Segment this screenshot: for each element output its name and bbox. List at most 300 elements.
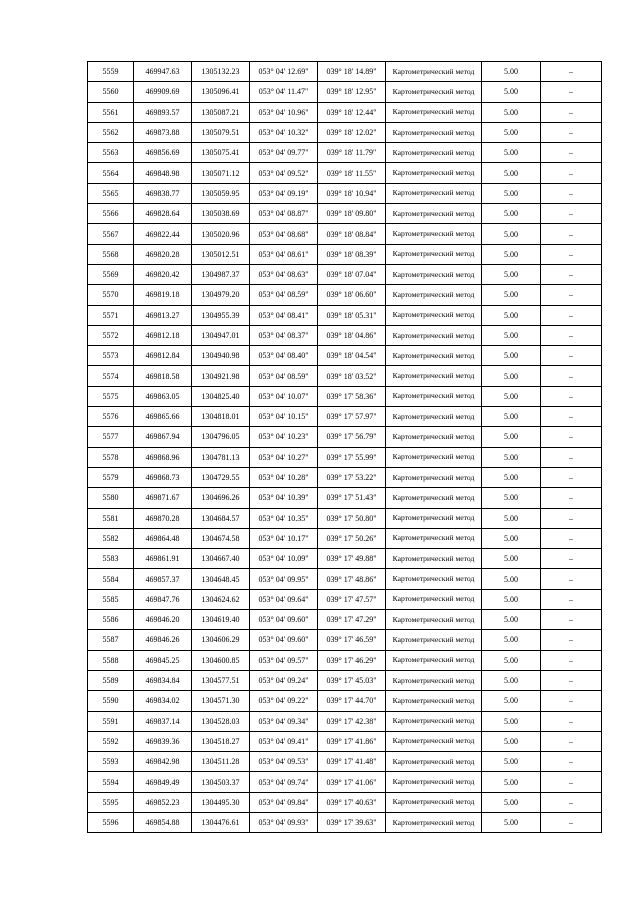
accuracy-cell: 5.00 — [482, 670, 541, 690]
table-row — [88, 650, 602, 670]
latitude-cell: 053° 04' 10.17" — [250, 528, 318, 548]
longitude-cell: 039° 17' 46.59" — [318, 630, 386, 650]
point-number-cell: 5567 — [88, 224, 134, 244]
latitude-cell: 053° 04' 08.37" — [250, 325, 318, 345]
note-cell: – — [541, 731, 602, 751]
x-coordinate-cell: 469846.26 — [134, 630, 192, 650]
x-coordinate-cell: 469842.98 — [134, 752, 192, 772]
longitude-cell: 039° 18' 03.52" — [318, 366, 386, 386]
latitude-cell: 053° 04' 09.41" — [250, 731, 318, 751]
point-number-cell: 5565 — [88, 183, 134, 203]
x-coordinate-cell: 469812.18 — [134, 325, 192, 345]
table-row — [88, 670, 602, 690]
table-row — [88, 82, 602, 102]
point-number-cell: 5577 — [88, 427, 134, 447]
x-coordinate-cell: 469863.05 — [134, 386, 192, 406]
accuracy-cell: 5.00 — [482, 792, 541, 812]
accuracy-cell: 5.00 — [482, 224, 541, 244]
method-cell: Картометрический метод — [386, 447, 482, 467]
method-cell: Картометрический метод — [386, 467, 482, 487]
table-row — [88, 630, 602, 650]
x-coordinate-cell: 469820.42 — [134, 264, 192, 284]
note-cell: – — [541, 467, 602, 487]
method-cell: Картометрический метод — [386, 508, 482, 528]
y-coordinate-cell: 1304674.58 — [192, 528, 250, 548]
latitude-cell: 053° 04' 10.35" — [250, 508, 318, 528]
table-row — [88, 102, 602, 122]
method-cell: Картометрический метод — [386, 366, 482, 386]
accuracy-cell: 5.00 — [482, 386, 541, 406]
latitude-cell: 053° 04' 08.63" — [250, 264, 318, 284]
note-cell: – — [541, 711, 602, 731]
note-cell: – — [541, 427, 602, 447]
x-coordinate-cell: 469819.18 — [134, 285, 192, 305]
latitude-cell: 053° 04' 08.68" — [250, 224, 318, 244]
point-number-cell: 5572 — [88, 325, 134, 345]
x-coordinate-cell: 469857.37 — [134, 569, 192, 589]
x-coordinate-cell: 469868.96 — [134, 447, 192, 467]
method-cell: Картометрический метод — [386, 204, 482, 224]
table-row — [88, 731, 602, 751]
longitude-cell: 039° 17' 49.88" — [318, 549, 386, 569]
note-cell: – — [541, 366, 602, 386]
accuracy-cell: 5.00 — [482, 102, 541, 122]
longitude-cell: 039° 17' 39.63" — [318, 812, 386, 832]
point-number-cell: 5582 — [88, 528, 134, 548]
point-number-cell: 5569 — [88, 264, 134, 284]
note-cell: – — [541, 549, 602, 569]
latitude-cell: 053° 04' 09.24" — [250, 670, 318, 690]
note-cell: – — [541, 102, 602, 122]
method-cell: Картометрический метод — [386, 407, 482, 427]
x-coordinate-cell: 469854.88 — [134, 812, 192, 832]
method-cell: Картометрический метод — [386, 691, 482, 711]
y-coordinate-cell: 1305059.95 — [192, 183, 250, 203]
latitude-cell: 053° 04' 10.23" — [250, 427, 318, 447]
latitude-cell: 053° 04' 08.87" — [250, 204, 318, 224]
y-coordinate-cell: 1304696.26 — [192, 488, 250, 508]
longitude-cell: 039° 17' 51.43" — [318, 488, 386, 508]
method-cell: Картометрический метод — [386, 325, 482, 345]
y-coordinate-cell: 1305079.51 — [192, 122, 250, 142]
accuracy-cell: 5.00 — [482, 650, 541, 670]
method-cell: Картометрический метод — [386, 346, 482, 366]
x-coordinate-cell: 469837.14 — [134, 711, 192, 731]
x-coordinate-cell: 469909.69 — [134, 82, 192, 102]
table-row — [88, 244, 602, 264]
latitude-cell: 053° 04' 08.59" — [250, 366, 318, 386]
point-number-cell: 5568 — [88, 244, 134, 264]
method-cell: Картометрический метод — [386, 102, 482, 122]
accuracy-cell: 5.00 — [482, 264, 541, 284]
accuracy-cell: 5.00 — [482, 630, 541, 650]
table-row — [88, 691, 602, 711]
accuracy-cell: 5.00 — [482, 528, 541, 548]
x-coordinate-cell: 469856.69 — [134, 143, 192, 163]
note-cell: – — [541, 670, 602, 690]
longitude-cell: 039° 18' 12.95" — [318, 82, 386, 102]
longitude-cell: 039° 17' 50.80" — [318, 508, 386, 528]
method-cell: Картометрический метод — [386, 752, 482, 772]
latitude-cell: 053° 04' 08.59" — [250, 285, 318, 305]
method-cell: Картометрический метод — [386, 812, 482, 832]
longitude-cell: 039° 18' 11.55" — [318, 163, 386, 183]
y-coordinate-cell: 1304495.30 — [192, 792, 250, 812]
longitude-cell: 039° 18' 07.04" — [318, 264, 386, 284]
note-cell: – — [541, 488, 602, 508]
latitude-cell: 053° 04' 09.64" — [250, 589, 318, 609]
y-coordinate-cell: 1305096.41 — [192, 82, 250, 102]
accuracy-cell: 5.00 — [482, 569, 541, 589]
accuracy-cell: 5.00 — [482, 143, 541, 163]
note-cell: – — [541, 204, 602, 224]
note-cell: – — [541, 386, 602, 406]
point-number-cell: 5570 — [88, 285, 134, 305]
latitude-cell: 053° 04' 09.19" — [250, 183, 318, 203]
note-cell: – — [541, 285, 602, 305]
method-cell: Картометрический метод — [386, 549, 482, 569]
point-number-cell: 5581 — [88, 508, 134, 528]
latitude-cell: 053° 04' 09.93" — [250, 812, 318, 832]
table-row — [88, 528, 602, 548]
table-row — [88, 407, 602, 427]
y-coordinate-cell: 1304796.05 — [192, 427, 250, 447]
y-coordinate-cell: 1304667.40 — [192, 549, 250, 569]
longitude-cell: 039° 17' 45.03" — [318, 670, 386, 690]
table-row — [88, 508, 602, 528]
point-number-cell: 5561 — [88, 102, 134, 122]
method-cell: Картометрический метод — [386, 650, 482, 670]
longitude-cell: 039° 17' 42.38" — [318, 711, 386, 731]
accuracy-cell: 5.00 — [482, 731, 541, 751]
latitude-cell: 053° 04' 09.77" — [250, 143, 318, 163]
method-cell: Картометрический метод — [386, 731, 482, 751]
method-cell: Картометрический метод — [386, 285, 482, 305]
note-cell: – — [541, 812, 602, 832]
accuracy-cell: 5.00 — [482, 467, 541, 487]
method-cell: Картометрический метод — [386, 143, 482, 163]
point-number-cell: 5591 — [88, 711, 134, 731]
method-cell: Картометрический метод — [386, 244, 482, 264]
table-row — [88, 569, 602, 589]
point-number-cell: 5574 — [88, 366, 134, 386]
latitude-cell: 053° 04' 08.40" — [250, 346, 318, 366]
longitude-cell: 039° 17' 50.26" — [318, 528, 386, 548]
y-coordinate-cell: 1304648.45 — [192, 569, 250, 589]
table-row — [88, 752, 602, 772]
point-number-cell: 5589 — [88, 670, 134, 690]
table-row — [88, 447, 602, 467]
accuracy-cell: 5.00 — [482, 122, 541, 142]
x-coordinate-cell: 469865.66 — [134, 407, 192, 427]
longitude-cell: 039° 17' 47.57" — [318, 589, 386, 609]
note-cell: – — [541, 650, 602, 670]
point-number-cell: 5579 — [88, 467, 134, 487]
y-coordinate-cell: 1305038.69 — [192, 204, 250, 224]
y-coordinate-cell: 1304518.27 — [192, 731, 250, 751]
table-row — [88, 427, 602, 447]
x-coordinate-cell: 469873.88 — [134, 122, 192, 142]
latitude-cell: 053° 04' 09.34" — [250, 711, 318, 731]
longitude-cell: 039° 18' 11.79" — [318, 143, 386, 163]
accuracy-cell: 5.00 — [482, 183, 541, 203]
y-coordinate-cell: 1305012.51 — [192, 244, 250, 264]
y-coordinate-cell: 1304955.39 — [192, 305, 250, 325]
y-coordinate-cell: 1304503.37 — [192, 772, 250, 792]
x-coordinate-cell: 469820.28 — [134, 244, 192, 264]
point-number-cell: 5588 — [88, 650, 134, 670]
x-coordinate-cell: 469812.84 — [134, 346, 192, 366]
latitude-cell: 053° 04' 08.41" — [250, 305, 318, 325]
method-cell: Картометрический метод — [386, 711, 482, 731]
x-coordinate-cell: 469867.94 — [134, 427, 192, 447]
y-coordinate-cell: 1304684.57 — [192, 508, 250, 528]
point-number-cell: 5592 — [88, 731, 134, 751]
method-cell: Картометрический метод — [386, 62, 482, 82]
y-coordinate-cell: 1304619.40 — [192, 610, 250, 630]
longitude-cell: 039° 18' 12.44" — [318, 102, 386, 122]
table-row — [88, 467, 602, 487]
x-coordinate-cell: 469822.44 — [134, 224, 192, 244]
method-cell: Картометрический метод — [386, 630, 482, 650]
method-cell: Картометрический метод — [386, 610, 482, 630]
method-cell: Картометрический метод — [386, 528, 482, 548]
longitude-cell: 039° 17' 58.36" — [318, 386, 386, 406]
x-coordinate-cell: 469893.57 — [134, 102, 192, 122]
note-cell: – — [541, 569, 602, 589]
x-coordinate-cell: 469838.77 — [134, 183, 192, 203]
y-coordinate-cell: 1304606.29 — [192, 630, 250, 650]
note-cell: – — [541, 752, 602, 772]
x-coordinate-cell: 469864.48 — [134, 528, 192, 548]
table-row — [88, 772, 602, 792]
y-coordinate-cell: 1304979.20 — [192, 285, 250, 305]
y-coordinate-cell: 1304921.98 — [192, 366, 250, 386]
y-coordinate-cell: 1305075.41 — [192, 143, 250, 163]
note-cell: – — [541, 528, 602, 548]
latitude-cell: 053° 04' 10.07" — [250, 386, 318, 406]
note-cell: – — [541, 224, 602, 244]
table-row — [88, 325, 602, 345]
y-coordinate-cell: 1305087.21 — [192, 102, 250, 122]
method-cell: Картометрический метод — [386, 386, 482, 406]
x-coordinate-cell: 469847.76 — [134, 589, 192, 609]
note-cell: – — [541, 244, 602, 264]
longitude-cell: 039° 18' 04.54" — [318, 346, 386, 366]
table-row — [88, 346, 602, 366]
note-cell: – — [541, 630, 602, 650]
latitude-cell: 053° 04' 09.52" — [250, 163, 318, 183]
longitude-cell: 039° 18' 14.89" — [318, 62, 386, 82]
x-coordinate-cell: 469849.49 — [134, 772, 192, 792]
latitude-cell: 053° 04' 09.84" — [250, 792, 318, 812]
table-row — [88, 264, 602, 284]
x-coordinate-cell: 469870.28 — [134, 508, 192, 528]
note-cell: – — [541, 691, 602, 711]
method-cell: Картометрический метод — [386, 122, 482, 142]
longitude-cell: 039° 18' 12.02" — [318, 122, 386, 142]
table-body — [88, 62, 602, 833]
point-number-cell: 5573 — [88, 346, 134, 366]
method-cell: Картометрический метод — [386, 792, 482, 812]
y-coordinate-cell: 1304825.40 — [192, 386, 250, 406]
latitude-cell: 053° 04' 11.47" — [250, 82, 318, 102]
note-cell: – — [541, 447, 602, 467]
latitude-cell: 053° 04' 10.09" — [250, 549, 318, 569]
note-cell: – — [541, 305, 602, 325]
longitude-cell: 039° 18' 10.94" — [318, 183, 386, 203]
accuracy-cell: 5.00 — [482, 204, 541, 224]
latitude-cell: 053° 04' 09.60" — [250, 610, 318, 630]
table-row — [88, 610, 602, 630]
table-row — [88, 589, 602, 609]
accuracy-cell: 5.00 — [482, 589, 541, 609]
longitude-cell: 039° 17' 57.97" — [318, 407, 386, 427]
x-coordinate-cell: 469868.73 — [134, 467, 192, 487]
method-cell: Картометрический метод — [386, 427, 482, 447]
y-coordinate-cell: 1304729.55 — [192, 467, 250, 487]
accuracy-cell: 5.00 — [482, 488, 541, 508]
x-coordinate-cell: 469852.23 — [134, 792, 192, 812]
point-number-cell: 5566 — [88, 204, 134, 224]
longitude-cell: 039° 17' 55.99" — [318, 447, 386, 467]
accuracy-cell: 5.00 — [482, 447, 541, 467]
longitude-cell: 039° 18' 04.86" — [318, 325, 386, 345]
method-cell: Картометрический метод — [386, 82, 482, 102]
method-cell: Картометрический метод — [386, 589, 482, 609]
point-number-cell: 5593 — [88, 752, 134, 772]
y-coordinate-cell: 1304987.37 — [192, 264, 250, 284]
longitude-cell: 039° 17' 46.29" — [318, 650, 386, 670]
longitude-cell: 039° 17' 41.86" — [318, 731, 386, 751]
accuracy-cell: 5.00 — [482, 610, 541, 630]
longitude-cell: 039° 17' 53.22" — [318, 467, 386, 487]
y-coordinate-cell: 1304511.28 — [192, 752, 250, 772]
point-number-cell: 5595 — [88, 792, 134, 812]
accuracy-cell: 5.00 — [482, 407, 541, 427]
accuracy-cell: 5.00 — [482, 772, 541, 792]
point-number-cell: 5559 — [88, 62, 134, 82]
table-row — [88, 204, 602, 224]
accuracy-cell: 5.00 — [482, 325, 541, 345]
table-row — [88, 812, 602, 832]
table-row — [88, 488, 602, 508]
table-row — [88, 62, 602, 82]
latitude-cell: 053° 04' 10.15" — [250, 407, 318, 427]
method-cell: Картометрический метод — [386, 772, 482, 792]
longitude-cell: 039° 17' 48.86" — [318, 569, 386, 589]
method-cell: Картометрический метод — [386, 163, 482, 183]
accuracy-cell: 5.00 — [482, 285, 541, 305]
latitude-cell: 053° 04' 10.28" — [250, 467, 318, 487]
latitude-cell: 053° 04' 09.22" — [250, 691, 318, 711]
note-cell: – — [541, 143, 602, 163]
longitude-cell: 039° 17' 47.29" — [318, 610, 386, 630]
accuracy-cell: 5.00 — [482, 711, 541, 731]
y-coordinate-cell: 1304571.30 — [192, 691, 250, 711]
accuracy-cell: 5.00 — [482, 82, 541, 102]
note-cell: – — [541, 792, 602, 812]
accuracy-cell: 5.00 — [482, 508, 541, 528]
accuracy-cell: 5.00 — [482, 549, 541, 569]
accuracy-cell: 5.00 — [482, 163, 541, 183]
point-number-cell: 5571 — [88, 305, 134, 325]
x-coordinate-cell: 469861.91 — [134, 549, 192, 569]
accuracy-cell: 5.00 — [482, 305, 541, 325]
method-cell: Картометрический метод — [386, 488, 482, 508]
note-cell: – — [541, 589, 602, 609]
method-cell: Картометрический метод — [386, 670, 482, 690]
latitude-cell: 053° 04' 09.60" — [250, 630, 318, 650]
x-coordinate-cell: 469947.63 — [134, 62, 192, 82]
note-cell: – — [541, 82, 602, 102]
note-cell: – — [541, 407, 602, 427]
table-row — [88, 143, 602, 163]
table-row — [88, 122, 602, 142]
x-coordinate-cell: 469845.25 — [134, 650, 192, 670]
point-number-cell: 5562 — [88, 122, 134, 142]
longitude-cell: 039° 18' 06.60" — [318, 285, 386, 305]
note-cell: – — [541, 122, 602, 142]
method-cell: Картометрический метод — [386, 305, 482, 325]
y-coordinate-cell: 1305071.12 — [192, 163, 250, 183]
table-row — [88, 792, 602, 812]
method-cell: Картометрический метод — [386, 264, 482, 284]
latitude-cell: 053° 04' 10.27" — [250, 447, 318, 467]
method-cell: Картометрический метод — [386, 183, 482, 203]
point-number-cell: 5575 — [88, 386, 134, 406]
table-row — [88, 386, 602, 406]
accuracy-cell: 5.00 — [482, 244, 541, 264]
point-number-cell: 5576 — [88, 407, 134, 427]
x-coordinate-cell: 469846.20 — [134, 610, 192, 630]
note-cell: – — [541, 183, 602, 203]
note-cell: – — [541, 508, 602, 528]
method-cell: Картометрический метод — [386, 224, 482, 244]
point-number-cell: 5583 — [88, 549, 134, 569]
x-coordinate-cell: 469818.58 — [134, 366, 192, 386]
table-row — [88, 183, 602, 203]
note-cell: – — [541, 163, 602, 183]
latitude-cell: 053° 04' 09.53" — [250, 752, 318, 772]
y-coordinate-cell: 1304940.98 — [192, 346, 250, 366]
y-coordinate-cell: 1304624.62 — [192, 589, 250, 609]
note-cell: – — [541, 62, 602, 82]
point-number-cell: 5586 — [88, 610, 134, 630]
point-number-cell: 5596 — [88, 812, 134, 832]
x-coordinate-cell: 469848.98 — [134, 163, 192, 183]
point-number-cell: 5578 — [88, 447, 134, 467]
latitude-cell: 053° 04' 09.74" — [250, 772, 318, 792]
latitude-cell: 053° 04' 10.39" — [250, 488, 318, 508]
y-coordinate-cell: 1304476.61 — [192, 812, 250, 832]
y-coordinate-cell: 1304528.03 — [192, 711, 250, 731]
point-number-cell: 5585 — [88, 589, 134, 609]
accuracy-cell: 5.00 — [482, 752, 541, 772]
x-coordinate-cell: 469834.84 — [134, 670, 192, 690]
table-row — [88, 305, 602, 325]
note-cell: – — [541, 325, 602, 345]
accuracy-cell: 5.00 — [482, 691, 541, 711]
longitude-cell: 039° 17' 41.48" — [318, 752, 386, 772]
note-cell: – — [541, 264, 602, 284]
longitude-cell: 039° 18' 08.39" — [318, 244, 386, 264]
table-row — [88, 549, 602, 569]
point-number-cell: 5560 — [88, 82, 134, 102]
x-coordinate-cell: 469813.27 — [134, 305, 192, 325]
x-coordinate-cell: 469839.36 — [134, 731, 192, 751]
point-number-cell: 5564 — [88, 163, 134, 183]
